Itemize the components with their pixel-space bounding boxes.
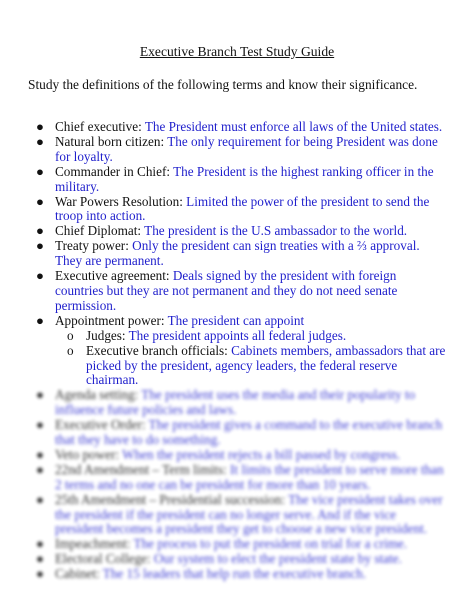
- bullet-icon: ●: [36, 551, 44, 567]
- term-label: Commander in Chief:: [55, 163, 174, 179]
- bullet-icon: ●: [36, 193, 44, 209]
- term-definition: The process to put the president on trial for a crime.: [133, 536, 408, 552]
- bullet-icon: ●: [36, 223, 44, 239]
- list-item: [36, 463, 446, 493]
- bullet-icon: ●: [36, 417, 44, 433]
- term-definition: It limits the president to serve more than 2 terms and no one can be president for more than 10 years.: [55, 461, 444, 492]
- term-definition: Deals signed by the president with foreign countries but they are not permanent and they do not need senate permission.: [55, 268, 398, 313]
- bullet-icon: ●: [36, 446, 44, 462]
- term-label: 25th Amendment – Presidential succession:: [55, 491, 289, 507]
- bullet-icon: ●: [36, 312, 44, 328]
- term-definition: The president can appoint: [167, 312, 305, 328]
- list-item: [36, 418, 446, 448]
- sub-bullet-icon: o: [67, 327, 74, 343]
- term-label: War Powers Resolution:: [55, 193, 187, 209]
- bullet-icon: ●: [36, 566, 44, 582]
- bullet-icon: ●: [36, 461, 44, 477]
- term-definition: The only requirement for being President was done for loyalty.: [55, 133, 438, 164]
- term-definition: The President is the highest ranking officer in the military.: [55, 163, 434, 194]
- term-label: Treaty power:: [55, 238, 133, 254]
- sub-list-item: [67, 329, 446, 344]
- term-definition: The vice president takes over the president if the president can no longer serve. And if the vice president becomes a president they get to choose a new vice president.: [55, 491, 443, 537]
- list-item: [36, 552, 446, 567]
- term-label: Chief Diplomat:: [55, 223, 145, 239]
- term-label: Veto power:: [55, 446, 123, 462]
- term-definition: Cabinets members, ambassadors that are picked by the president, agency leaders, the federal reserve chairman.: [86, 342, 446, 388]
- intro-text: Study the definitions of the following terms and know their significance.: [28, 77, 418, 92]
- list-item: [36, 135, 446, 165]
- document-title: Executive Branch Test Study Guide: [139, 44, 335, 59]
- term-label: Judges:: [86, 327, 129, 343]
- bullet-icon: ●: [36, 536, 44, 552]
- term-label: Electoral College:: [55, 551, 154, 567]
- term-definition: The president uses the media and their popularity to influence future policies and laws.: [55, 387, 416, 418]
- term-label: Natural born citizen:: [55, 133, 168, 149]
- term-definition: When the president rejects a bill passed by congress.: [122, 446, 401, 462]
- list-item: [36, 537, 446, 552]
- term-label: Executive Order:: [55, 417, 149, 433]
- term-definition: Only the president can sign treaties with a ⅔ approval. They are permanent.: [55, 238, 420, 269]
- list-item: [36, 239, 446, 269]
- list-item: [36, 448, 446, 463]
- term-definition: Our system to elect the president state by state.: [153, 551, 402, 567]
- term-label: Executive branch officials:: [86, 342, 232, 358]
- bullet-icon: ●: [36, 268, 44, 284]
- blurred-section: [36, 388, 446, 582]
- term-label: Chief executive:: [55, 119, 145, 134]
- term-label: 22nd Amendment – Term limits:: [55, 461, 231, 477]
- bullet-icon: ●: [36, 238, 44, 254]
- term-definition: Limited the power of the president to send the troop into action.: [55, 193, 430, 224]
- term-definition: The President must enforce all laws of the United states.: [144, 119, 443, 134]
- bullet-icon: ●: [36, 119, 44, 134]
- list-item: [36, 493, 446, 538]
- list-item: [36, 567, 446, 582]
- term-label: Impeachment:: [55, 536, 134, 552]
- list-item: [36, 224, 446, 239]
- list-item: [36, 195, 446, 225]
- term-definition: The 15 leaders that help run the executive branch.: [102, 566, 367, 582]
- term-label: Executive agreement:: [55, 268, 173, 284]
- term-label: Agenda setting:: [55, 387, 142, 403]
- sub-bullet-icon: o: [67, 342, 74, 358]
- list-item: [36, 314, 446, 329]
- list-item: [36, 165, 446, 195]
- sub-list: [36, 329, 446, 389]
- term-label: Cabinet:: [55, 566, 103, 582]
- bullet-icon: ●: [36, 163, 44, 179]
- list-item: [36, 120, 446, 135]
- terms-list: [36, 120, 446, 582]
- list-item: [36, 269, 446, 314]
- term-label: Appointment power:: [55, 312, 168, 328]
- term-definition: The president appoints all federal judges.: [128, 327, 347, 343]
- bullet-icon: ●: [36, 133, 44, 149]
- term-definition: The president gives a command to the executive branch that they have to do something.: [55, 417, 443, 448]
- bullet-icon: ●: [36, 387, 44, 403]
- sub-list-item: [67, 344, 446, 389]
- list-item: [36, 388, 446, 418]
- bullet-icon: ●: [36, 491, 44, 507]
- term-definition: The president is the U.S ambassador to the world.: [144, 223, 408, 239]
